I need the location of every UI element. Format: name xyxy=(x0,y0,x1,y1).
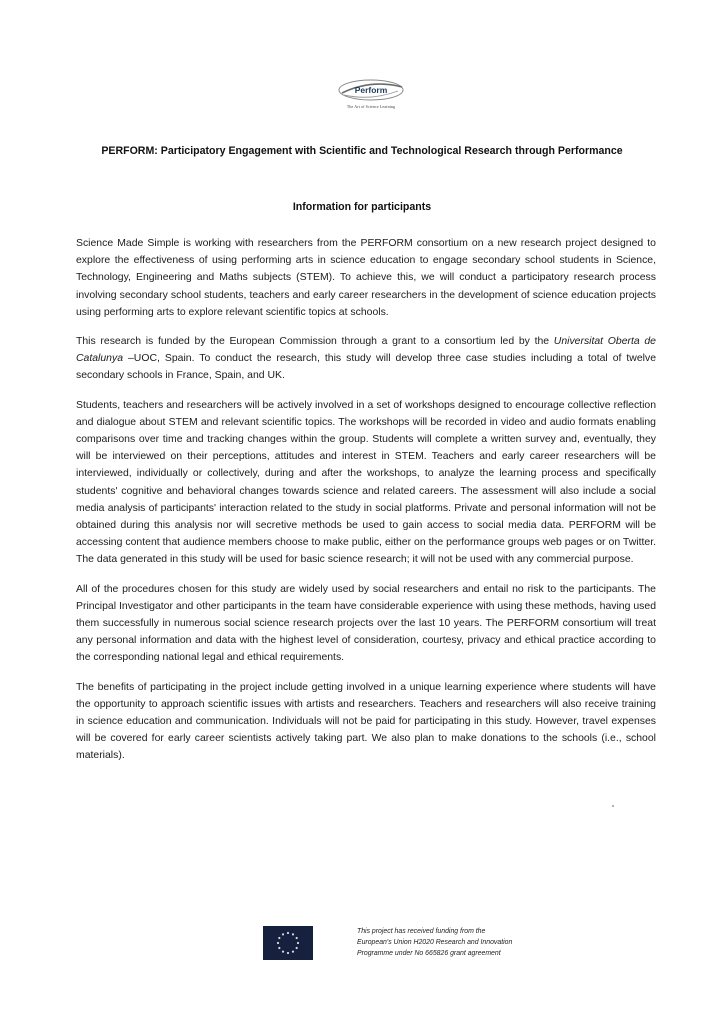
paragraph-funding-part1: This research is funded by the European Commission through a grant to a consortium led by the xyxy=(76,336,554,348)
eu-star-icon xyxy=(278,947,280,949)
paragraph-procedures: All of the procedures chosen for this study are widely used by social researchers and entail no risk to the participants. The Principal Investigator and other participants in the team have considerable experience with using these methods, having used them successfully in numerous social science research projects over the last 10 years. The PERFORM consortium will treat any personal information and data with the highest level of consideration, courtesy, privacy and ethical practice according to the corresponding national legal and ethical requirements. xyxy=(76,583,656,664)
eu-star-icon xyxy=(296,947,298,949)
perform-logo-icon xyxy=(336,77,406,103)
eu-star-icon xyxy=(282,951,284,953)
eu-star-icon xyxy=(292,951,294,953)
eu-star-icon xyxy=(287,932,289,934)
eu-star-icon xyxy=(296,937,298,939)
eu-star-icon xyxy=(297,942,299,944)
eu-star-icon xyxy=(287,952,289,954)
eu-flag-stars xyxy=(263,926,313,960)
funding-line: This project has received funding from the xyxy=(357,928,486,935)
body-text xyxy=(76,235,656,777)
scan-speck xyxy=(612,805,614,807)
eu-star-icon xyxy=(278,937,280,939)
section-heading: Information for participants xyxy=(292,201,432,213)
eu-star-icon xyxy=(292,933,294,935)
logo-tagline: The Art of Science Learning xyxy=(346,104,396,109)
eu-star-icon xyxy=(277,942,279,944)
paragraph-benefits: The benefits of participating in the project include getting involved in a unique learning experience where students will have the opportunity to approach scientific issues with artists and researchers. Teachers and researchers will also receive training in science education and communication. Individuals will not be paid for participating in this study. However, travel expenses will be covered for early career scientists actively taking part. We also plan to make donations to the schools (i.e., school materials). xyxy=(76,681,656,762)
funding-line: Programme under No 665826 grant agreement xyxy=(357,949,501,957)
perform-logo xyxy=(334,77,408,109)
document-title: PERFORM: Participatory Engagement with Scientific and Technological Research through Performance xyxy=(101,145,623,157)
eu-flag-field xyxy=(263,926,313,960)
funding-acknowledgement xyxy=(357,927,567,959)
eu-flag-icon xyxy=(263,926,313,960)
paragraph-workshops: Students, teachers and researchers will be actively involved in a set of workshops designed to encourage collective reflection and dialogue about STEM and relevant scientific topics. The workshops will be recorded in video and audio formats enabling comparisons over time and tracking changes within the group. Students will complete a written survey and, eventually, they will be interviewed on their perceptions, attitudes and interest in STEM. Teachers and early career researchers will be interviewed, individually or collectively, during and after the workshops, to analyze the learning process and specifically students' cognitive and behavioral changes towards science and related careers. The assessment will also include a social media analysis of participants' interaction related to the study in social platforms. Private and personal information will not be obtained during this analysis nor will secretive methods be used to gain access to social media data. PERFORM will be accessing content that audience members choose to make public, either on the performance groups web pages or on Twitter. The data generated in this study will be used for basic science research; it will not be used with any commercial purpose. xyxy=(76,399,656,566)
paragraph-funding xyxy=(76,333,656,385)
university-name: Universitat Oberta de Catalunya xyxy=(76,336,656,365)
paragraph-intro: Science Made Simple is working with researchers from the PERFORM consortium on a new research project designed to explore the effectiveness of using performing arts in science education to engage secondary school students in Science, Technology, Engineering and Maths subjects (STEM). To achieve this, we will conduct a participatory research process involving secondary school students, teachers and early career researchers in the development of science education projects using performing arts to explore relevant scientific topics at schools. xyxy=(76,238,656,318)
eu-star-icon xyxy=(282,933,284,935)
funding-line: European's Union H2020 Research and Innovation xyxy=(357,938,513,946)
paragraph-funding-part2: –UOC, Spain. To conduct the research, this study will develop three case studies including a total of twelve secondary schools in France, Spain, and UK. xyxy=(76,353,656,382)
svg-text:Perform: Perform xyxy=(354,85,388,95)
